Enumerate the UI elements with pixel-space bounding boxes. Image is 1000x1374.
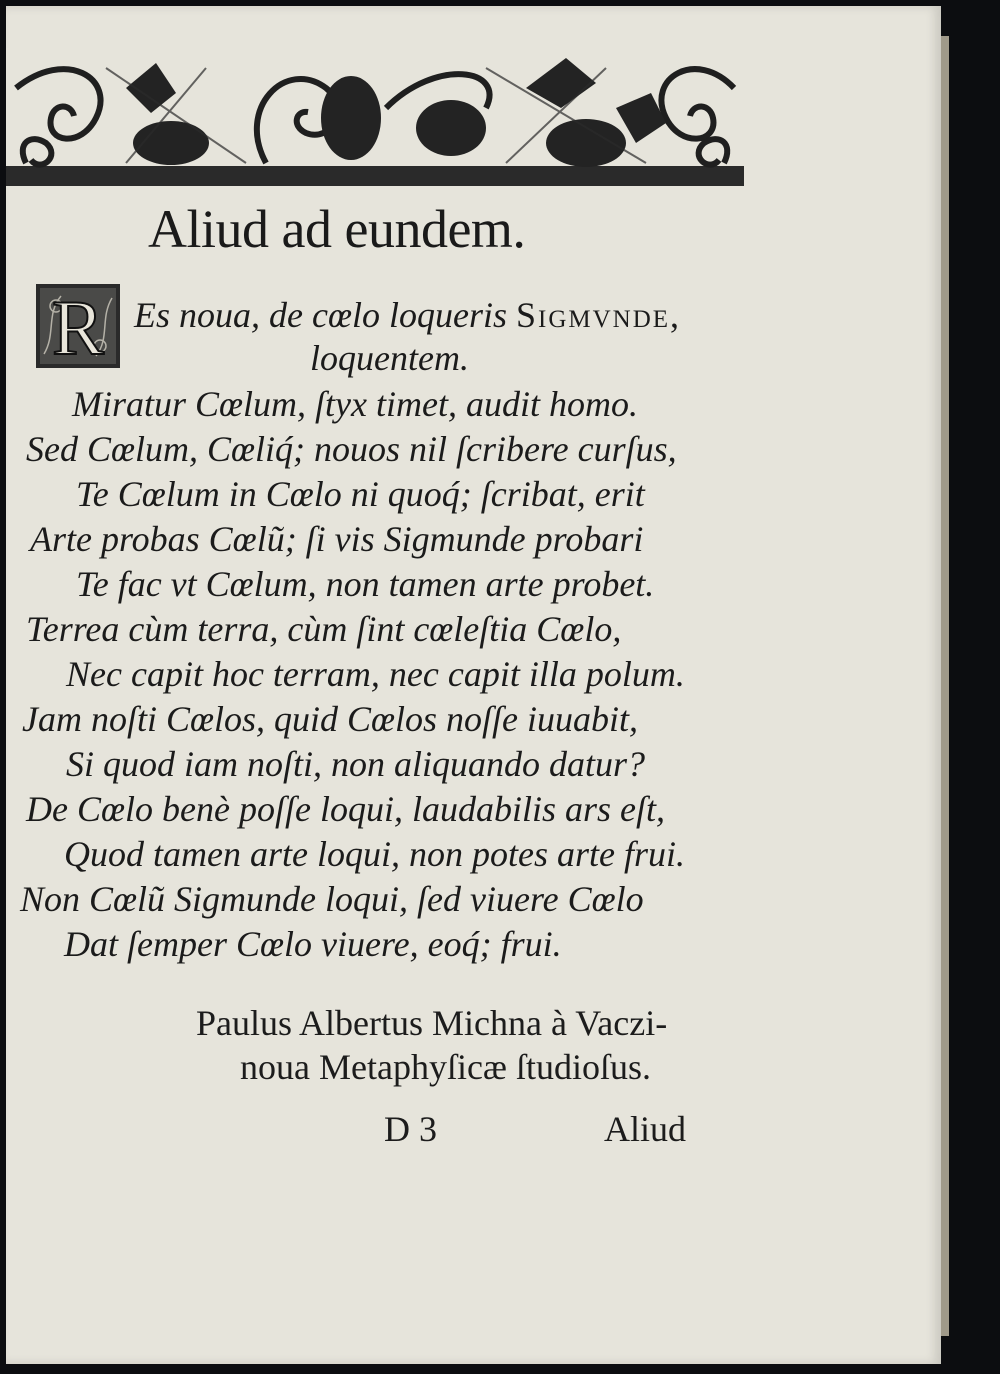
addressee-name: Sigmvnde, bbox=[515, 295, 682, 335]
poem-line: Terrea cùm terra, cùm ſint cœleſtia Cœlo, bbox=[26, 609, 622, 649]
author-line-2: noua Metaphyſicæ ſtudioſus. bbox=[240, 1047, 651, 1087]
catchword: Aliud bbox=[604, 1109, 687, 1149]
poem-line-1-text: Es noua, de cœlo loqueris bbox=[134, 295, 516, 335]
drop-cap-ornament-icon bbox=[36, 284, 120, 368]
poem-line: Arte probas Cœlũ; ſi vis Sigmunde probari bbox=[30, 519, 644, 559]
poem-line-2: loquentem. bbox=[310, 338, 469, 378]
drop-cap-letter: R bbox=[51, 284, 105, 368]
poem-line: Sed Cœlum, Cœliq́; nouos nil ſcribere curſus, bbox=[26, 429, 677, 469]
poem-line: Jam noſti Cœlos, quid Cœlos noſſe iuuabit, bbox=[22, 699, 639, 739]
poem-line: Te fac vt Cœlum, non tamen arte probet. bbox=[76, 564, 655, 604]
poem-line: Nec capit hoc terram, nec capit illa polum. bbox=[66, 654, 685, 694]
page-title: Aliud ad eundem. bbox=[148, 199, 526, 259]
poem-line: Te Cœlum in Cœlo ni quoq́; ſcribat, erit bbox=[76, 474, 645, 514]
poem-line: Dat ſemper Cœlo viuere, eoq́; frui. bbox=[64, 924, 562, 964]
poem-line: Miratur Cœlum, ſtyx timet, audit homo. bbox=[72, 384, 638, 424]
author-line-1: Paulus Albertus Michna à Vaczi- bbox=[196, 1003, 668, 1043]
poem-line: Non Cœlũ Sigmunde loqui, ſed viuere Cœlo bbox=[20, 879, 644, 919]
poem-line: De Cœlo benè poſſe loqui, laudabilis ars eſt, bbox=[26, 789, 665, 829]
ornamental-headpiece-icon bbox=[6, 48, 744, 188]
page-edge bbox=[941, 36, 949, 1336]
poem-line: Si quod iam noſti, non aliquando datur? bbox=[66, 744, 646, 784]
signature-mark: D 3 bbox=[384, 1109, 437, 1149]
poem-line-1 bbox=[134, 294, 681, 336]
poem-line: Quod tamen arte loqui, non potes arte frui. bbox=[64, 834, 685, 874]
